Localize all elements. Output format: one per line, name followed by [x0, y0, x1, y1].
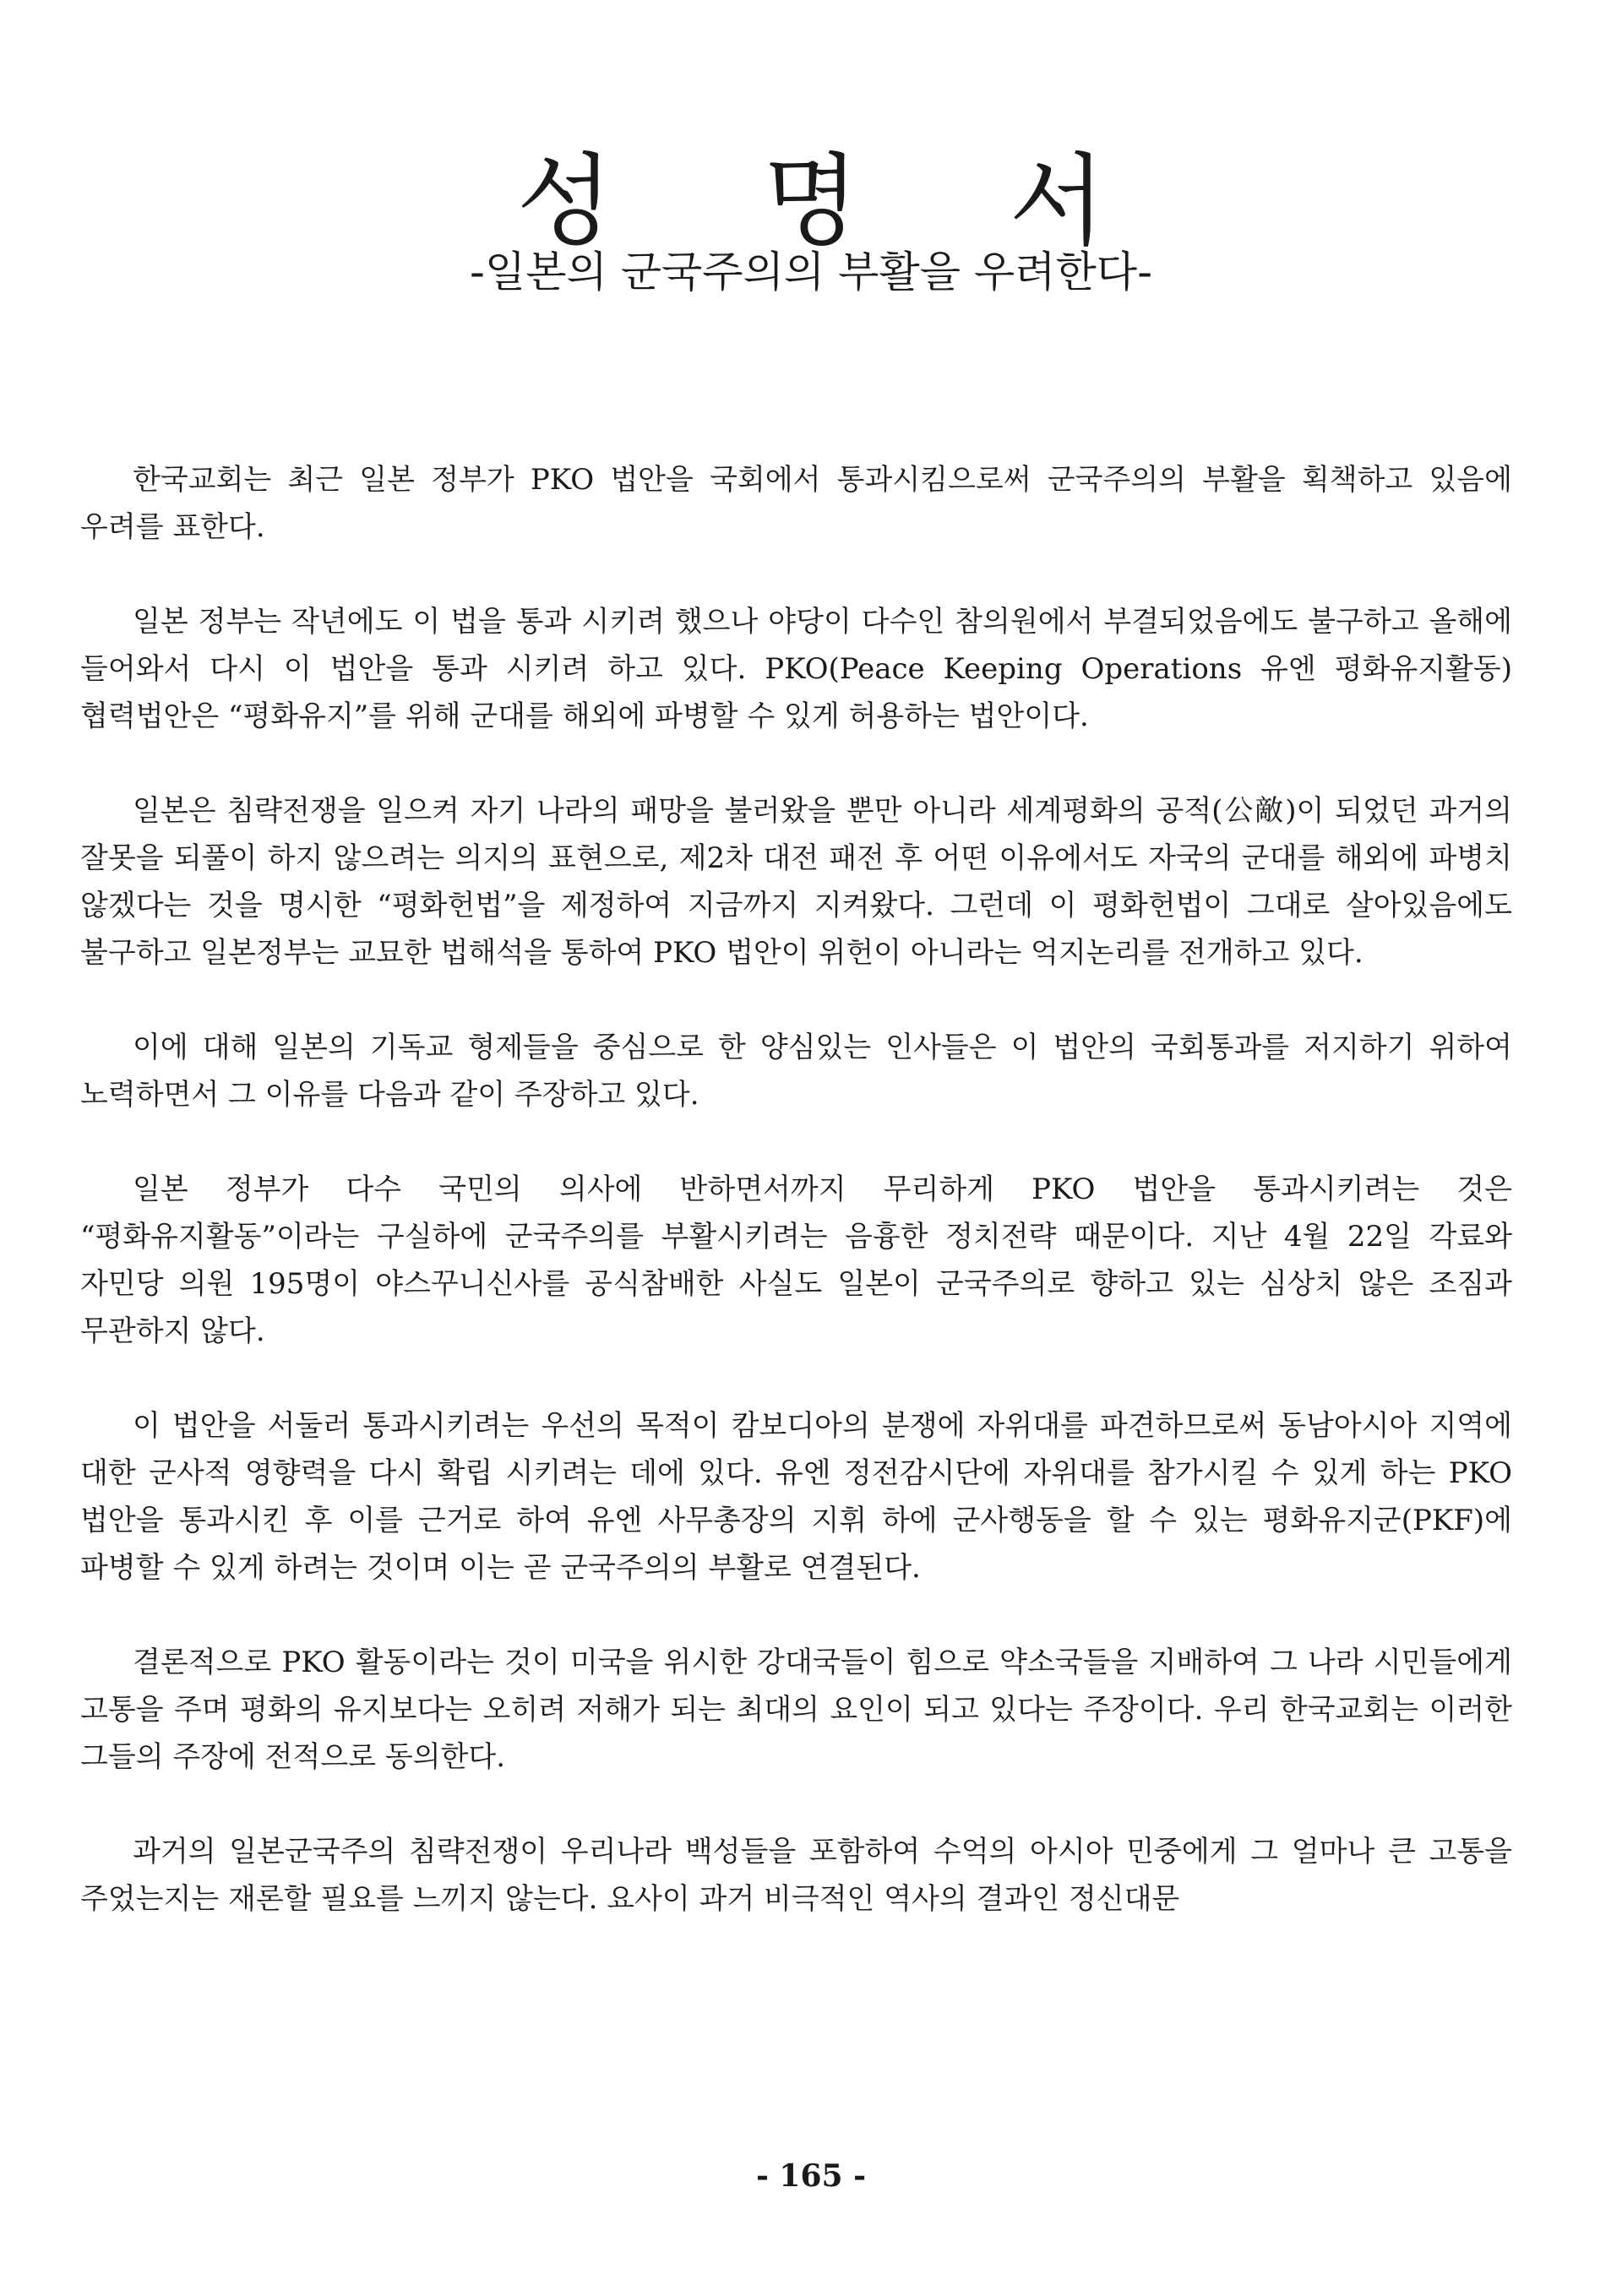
paragraph: 결론적으로 PKO 활동이라는 것이 미국을 위시한 강대국들이 힘으로 약소국들을 지배하여 그 나라 시민들에게 고통을 주며 평화의 유지보다는 오히려 저해가 되는 최대의 요인이 되고 있다는 주장이다. 우리 한국교회는 이러한 그들의 주장에 전적으로 동의한다. [80, 1646, 1512, 1774]
document-subtitle: -일본의 군국주의의 부활을 우려한다- [469, 248, 1153, 297]
paragraph: 과거의 일본군국주의 침략전쟁이 우리나라 백성들을 포함하여 수억의 아시아 민중에게 그 얼마나 큰 고통을 주었는지는 재론할 필요를 느끼지 않는다. 요사이 과거 비극적인 역사의 결과인 정신대문 [80, 1835, 1512, 1916]
paragraph: 이 법안을 서둘러 통과시키려는 우선의 목적이 캄보디아의 분쟁에 자위대를 파견하므로써 동남아시아 지역에 대한 군사적 영향력을 다시 확립 시키려는 데에 있다. 유엔 정전감시단에 자위대를 참가시킬 수 있게 하는 PKO 법안을 통과시킨 후 이를 근거로 하여 유엔 사무총장의 지휘 하에 군사행동을 할 수 있는 평화유지군(PKF)에 파병할 수 있게 하려는 것이며 이는 곧 군국주의의 부활로 연결된다. [80, 1409, 1512, 1585]
paragraph: 이에 대해 일본의 기독교 형제들을 중심으로 한 양심있는 인사들은 이 법안의 국회통과를 저지하기 위하여 노력하면서 그 이유를 다음과 같이 주장하고 있다. [80, 1031, 1512, 1112]
paragraph: 일본은 침략전쟁을 일으켜 자기 나라의 패망을 불러왔을 뿐만 아니라 세계평화의 공적(公敵)이 되었던 과거의 잘못을 되풀이 하지 않으려는 의지의 표현으로, 제2차 대전 패전 후 어떤 이유에서도 자국의 군대를 해외에 파병치 않겠다는 것을 명시한 “평화헌법”을 제정하여 지금까지 지켜왔다. 그런데 이 평화헌법이 그대로 살아있음에도 불구하고 일본정부는 교묘한 법해석을 통하여 PKO 법안이 위헌이 아니라는 억지논리를 전개하고 있다. [80, 794, 1512, 970]
paragraph: 한국교회는 최근 일본 정부가 PKO 법안을 국회에서 통과시킴으로써 군국주의의 부활을 획책하고 있음에 우려를 표한다. [80, 463, 1512, 544]
document-body [80, 456, 1512, 1970]
document-title: 성 명 서 [516, 143, 1165, 260]
page-number: - 165 - [755, 2158, 867, 2194]
paragraph: 일본 정부가 다수 국민의 의사에 반하면서까지 무리하게 PKO 법안을 통과시키려는 것은 “평화유지활동”이라는 구실하에 군국주의를 부활시키려는 음흉한 정치전략 때문이다. 지난 4월 22일 각료와 자민당 의원 195명이 야스꾸니신사를 공식참배한 사실도 일본이 군국주의로 향하고 있는 심상치 않은 조짐과 무관하지 않다. [80, 1172, 1512, 1348]
paragraph: 일본 정부는 작년에도 이 법을 통과 시키려 했으나 야당이 다수인 참의원에서 부결되었음에도 불구하고 올해에 들어와서 다시 이 법안을 통과 시키려 하고 있다. PKO(Peace Keeping Operations 유엔 평화유지활동) 협력법안은 “평화유지”를 위해 군대를 해외에 파병할 수 있게 허용하는 법안이다. [80, 605, 1512, 733]
